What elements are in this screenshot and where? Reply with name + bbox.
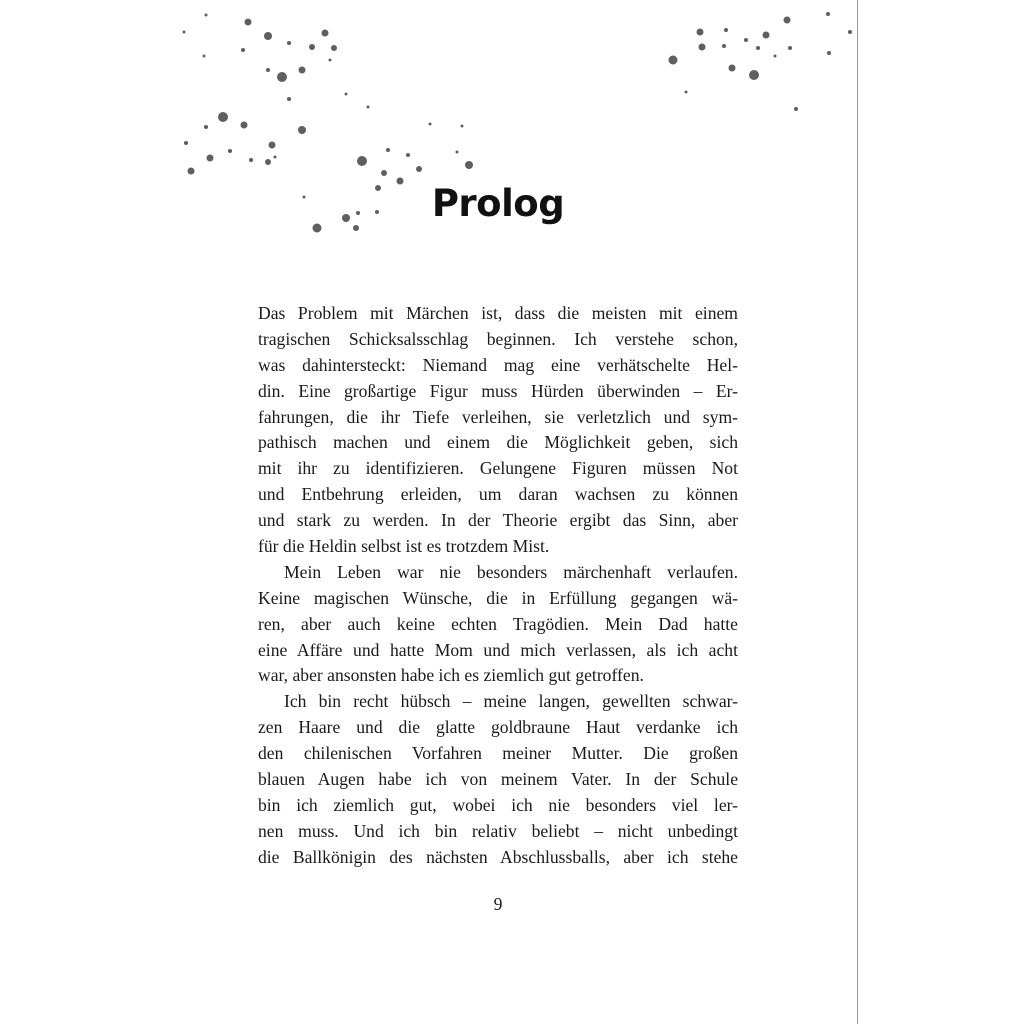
body-text (258, 301, 738, 871)
text-line: was dahintersteckt: Niemand mag eine verhätschelte Hel- (258, 354, 738, 375)
text-line: din. Eine großartige Figur muss Hürden überwinden – Er- (258, 380, 738, 401)
text-line: mit ihr zu identifizieren. Gelungene Figuren müssen Not (258, 458, 738, 479)
star-dot (245, 19, 252, 26)
page-number: 9 (493, 894, 503, 914)
star-dot (322, 30, 329, 37)
star-dot (265, 159, 271, 165)
star-dot (184, 141, 188, 145)
star-dot (429, 123, 432, 126)
text-line: eine Affäre und hatte Mom und mich verlassen, als ich acht (258, 639, 738, 660)
star-dot (207, 155, 214, 162)
text-line: und Entbehrung erleiden, um daran wachsen zu können (258, 484, 738, 505)
star-dot (218, 112, 228, 122)
star-dot (784, 17, 791, 24)
star-dot (264, 32, 272, 40)
star-dot (203, 55, 206, 58)
star-dot (241, 48, 245, 52)
star-dot (744, 38, 748, 42)
paragraph-1 (258, 301, 738, 560)
star-dot (416, 166, 422, 172)
text-line: ren, aber auch keine echten Tragödien. Mein Dad hatte (258, 613, 738, 634)
star-dot (205, 14, 208, 17)
star-dot (309, 44, 315, 50)
paragraph-2 (258, 560, 738, 689)
star-dot (827, 51, 831, 55)
star-dot (249, 158, 253, 162)
star-dot (269, 142, 276, 149)
star-dot (756, 46, 760, 50)
star-dot (788, 46, 792, 50)
star-dot (697, 29, 704, 36)
text-line: zen Haare und die glatte goldbraune Haut verdanke ich (258, 717, 738, 738)
star-dot (848, 30, 852, 34)
star-dot (188, 168, 195, 175)
text-line: fahrungen, die ihr Tiefe verleihen, sie verletzlich und sym- (258, 406, 738, 427)
star-dot (357, 156, 367, 166)
chapter-title: Prolog (431, 182, 565, 225)
star-dot (299, 67, 306, 74)
text-line: war, aber ansonsten habe ich es ziemlich gut getroffen. (258, 665, 644, 686)
star-dot (826, 12, 830, 16)
text-line: Mein Leben war nie besonders märchenhaft verlaufen. (284, 561, 738, 582)
star-dot (763, 32, 770, 39)
star-dot (329, 59, 332, 62)
star-dot (266, 68, 270, 72)
text-line: tragischen Schicksalsschlag beginnen. Ich verstehe schon, (258, 328, 738, 349)
text-line: nen muss. Und ich bin relativ beliebt – nicht unbedingt (258, 820, 738, 841)
text-line: für die Heldin selbst ist es trotzdem Mist. (258, 536, 550, 557)
star-dot (669, 56, 678, 65)
star-dot (277, 72, 287, 82)
star-dot (456, 151, 459, 154)
star-dot (794, 107, 798, 111)
star-dot (386, 148, 390, 152)
text-line: pathisch machen und einem die Möglichkeit geben, sich (258, 432, 738, 453)
star-dot (722, 44, 726, 48)
star-dot (774, 55, 777, 58)
star-dot (331, 45, 337, 51)
text-line: den chilenischen Vorfahren meiner Mutter. Die großen (258, 743, 738, 764)
star-dot (461, 125, 464, 128)
star-dot (685, 91, 688, 94)
star-dot (345, 93, 348, 96)
text-line: die Ballkönigin des nächsten Abschlussballs, aber ich stehe (258, 846, 738, 867)
paragraph-3 (258, 689, 738, 870)
star-dot (724, 28, 728, 32)
star-dot (287, 97, 291, 101)
text-line: Ich bin recht hübsch – meine langen, gewellten schwar- (284, 691, 738, 712)
star-dot (183, 31, 186, 34)
star-dot (204, 125, 208, 129)
text-line: bin ich ziemlich gut, wobei ich nie besonders viel ler- (258, 794, 738, 815)
star-dot (406, 153, 410, 157)
star-dot (287, 41, 291, 45)
page-edge-divider (857, 0, 858, 1024)
star-dot (298, 126, 306, 134)
star-dot (367, 106, 370, 109)
star-dot (749, 70, 759, 80)
text-line: blauen Augen habe ich von meinem Vater. In der Schule (258, 769, 738, 790)
text-line: Keine magischen Wünsche, die in Erfüllung gegangen wä- (258, 587, 738, 608)
star-dot (274, 156, 277, 159)
star-dot (699, 44, 706, 51)
star-dot (241, 122, 248, 129)
star-dot (729, 65, 736, 72)
text-line: Das Problem mit Märchen ist, dass die meisten mit einem (258, 303, 738, 323)
star-dot (228, 149, 232, 153)
star-dot (465, 161, 473, 169)
text-line: und stark zu werden. In der Theorie ergibt das Sinn, aber (258, 510, 738, 531)
